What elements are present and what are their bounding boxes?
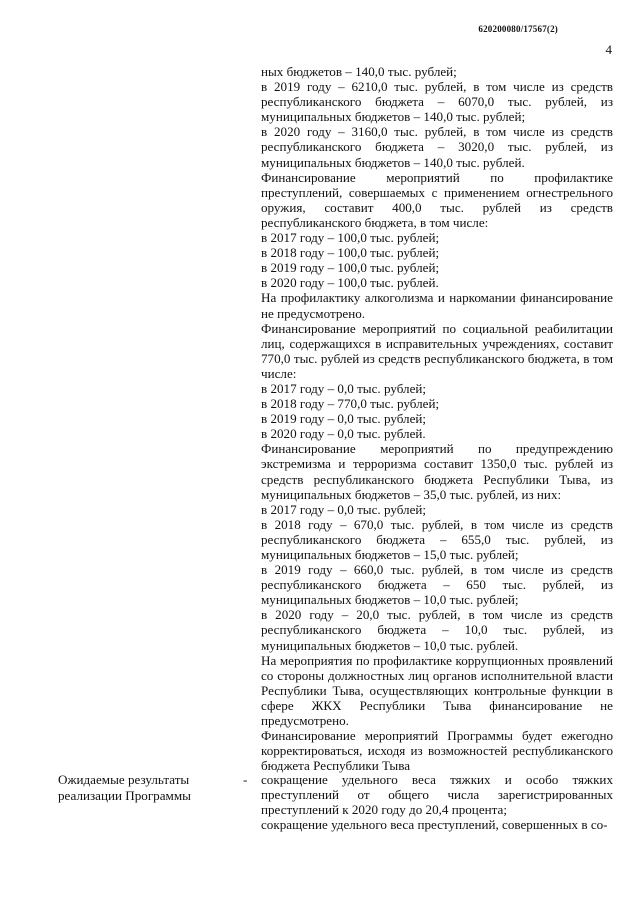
paragraph: сокращение удельного веса тяжких и особо тяжких преступлений от общего числа зарегистрированных преступлений к 2020 году до 20,4 процента;: [261, 772, 613, 818]
paragraph: в 2020 году – 100,0 тыс. рублей.: [261, 275, 439, 291]
paragraph: в 2020 году – 3160,0 тыс. рублей, в том числе из средств республиканского бюджета – 3020,0 тыс. рублей, из муниципальных бюджетов – 140,0 тыс. рублей.: [261, 124, 613, 170]
financing-section: [261, 64, 613, 773]
paragraph: в 2019 году – 660,0 тыс. рублей, в том числе из средств республиканского бюджета – 650 тыс. рублей, из муниципальных бюджетов – 10,0 тыс. рублей;: [261, 562, 613, 608]
paragraph: в 2017 году – 0,0 тыс. рублей;: [261, 380, 427, 396]
paragraph: в 2018 году – 670,0 тыс. рублей, в том числе из средств республиканского бюджета – 655,0 тыс. рублей, из муниципальных бюджетов – 15,0 тыс. рублей;: [261, 516, 613, 562]
paragraph: в 2019 году – 0,0 тыс. рублей;: [261, 411, 427, 427]
paragraph: в 2018 году – 100,0 тыс. рублей;: [261, 245, 440, 261]
paragraph: в 2018 году – 770,0 тыс. рублей;: [261, 396, 440, 412]
paragraph: ных бюджетов – 140,0 тыс. рублей;: [261, 64, 457, 79]
expected-results-label: Ожидаемые результаты реализации Программы: [58, 772, 191, 803]
paragraph: На профилактику алкоголизма и наркомании финансирование не предусмотрено.: [261, 290, 613, 321]
paragraph: Финансирование мероприятий по социальной реабилитации лиц, содержащихся в исправительных учреждениях, составит 770,0 тыс. рублей из средств республиканского бюджета, в том числе:: [261, 320, 613, 381]
doc-id: 620200080/17567(2): [478, 24, 558, 34]
expected-results-text: [261, 772, 613, 832]
row-dash: -: [243, 772, 248, 787]
paragraph: в 2020 году – 0,0 тыс. рублей.: [261, 426, 426, 442]
paragraph: На мероприятия по профилактике коррупционных проявлений со стороны должностных лиц органов исполнительной власти Республики Тыва, осуществляющих контрольные функции в сфере ЖКХ Республики Тыва финансирование не предусмотрено.: [261, 652, 613, 729]
paragraph: в 2019 году – 100,0 тыс. рублей;: [261, 260, 440, 276]
paragraph: Финансирование мероприятий по профилактике преступлений, совершаемых с применением огнестрельного оружия, составит 400,0 тыс. рублей из средств республиканского бюджета, в том числе:: [261, 169, 613, 230]
paragraph: в 2020 году – 20,0 тыс. рублей, в том числе из средств республиканского бюджета – 10,0 тыс. рублей, из муниципальных бюджетов – 10,0 тыс. рублей.: [261, 607, 613, 653]
paragraph: в 2017 году – 0,0 тыс. рублей;: [261, 501, 427, 517]
paragraph: в 2017 году – 100,0 тыс. рублей;: [261, 230, 440, 246]
page-number: 4: [605, 42, 612, 57]
paragraph: Финансирование мероприятий Программы будет ежегодно корректироваться, исходя из возможностей республиканского бюджета Республики Тыва: [261, 728, 613, 774]
paragraph: сокращение удельного веса преступлений, совершенных в со-: [261, 817, 608, 833]
paragraph: в 2019 году – 6210,0 тыс. рублей, в том числе из средств республиканского бюджета – 6070,0 тыс. рублей, из муниципальных бюджетов – 140,0 тыс. рублей;: [261, 79, 613, 125]
paragraph: Финансирование мероприятий по предупреждению экстремизма и терроризма составит 1350,0 тыс. рублей из средств республиканского бюджета Республики Тыва, из муниципальных бюджетов – 35,0 тыс. рублей, из них:: [261, 441, 613, 502]
